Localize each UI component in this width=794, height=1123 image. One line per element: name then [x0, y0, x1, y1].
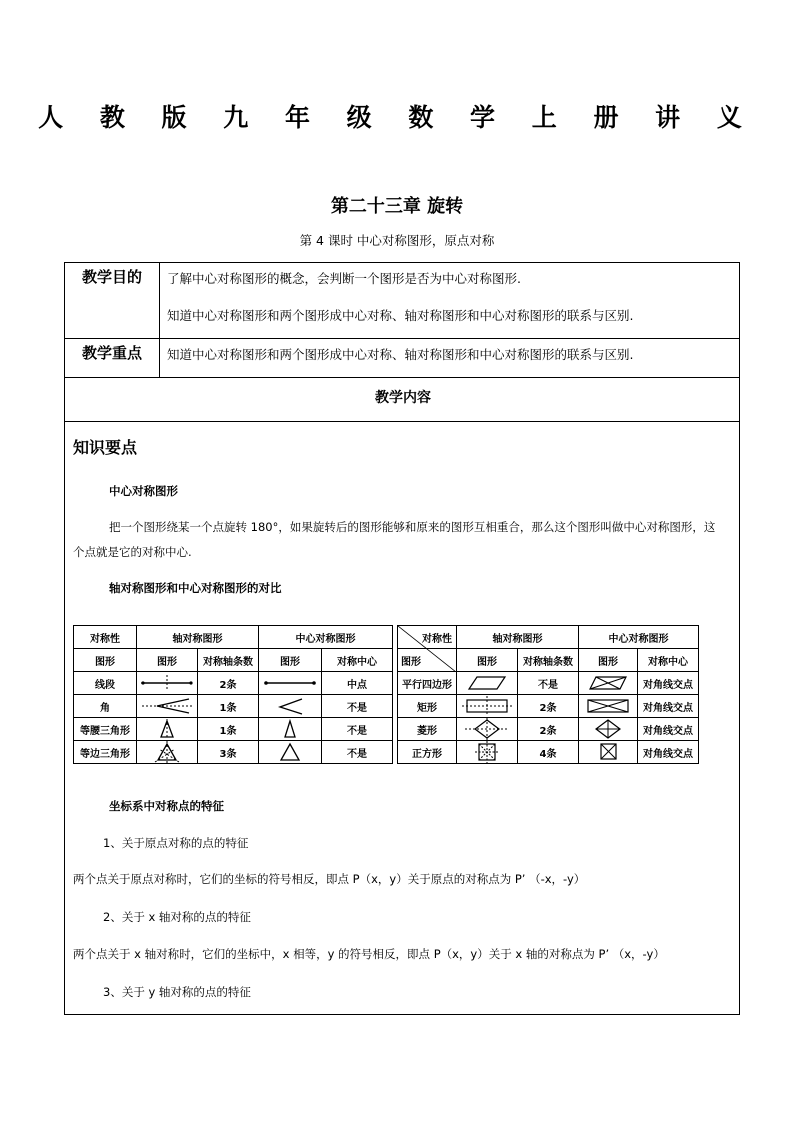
focus-label: 教学重点 [81, 344, 142, 362]
divider [159, 263, 160, 377]
axis-count: 2条 [518, 718, 579, 741]
rhombus-center-icon [579, 718, 638, 741]
chapter-title: 第二十三章 旋转 [330, 196, 464, 217]
equilateral-center-icon [259, 741, 322, 764]
header-cell: 对称中心 [638, 649, 699, 672]
comparison-table-left [73, 625, 393, 764]
objectives-label: 教学目的 [81, 268, 142, 286]
axis-count: 1条 [198, 695, 259, 718]
isosceles-axis-icon [137, 718, 198, 741]
lesson-table [64, 262, 740, 1015]
origin-title: 1、关于原点对称的点的特征 [103, 836, 249, 850]
axis-count: 2条 [518, 695, 579, 718]
angle-center-icon [259, 695, 322, 718]
header-cell [398, 626, 457, 649]
definition-text: 把一个图形绕某一个点旋转 180°，如果旋转后的图形能够和原来的图形互相重合，那么这个图形叫做中心对称图形，这 [109, 520, 716, 534]
document-title: 人 教 版 九 年 级 数 学 上 册 讲 义 [38, 103, 756, 132]
divider [65, 421, 739, 422]
x-axis-title: 2、关于 x 轴对称的点的特征 [103, 910, 251, 924]
shape-name: 线段 [74, 672, 137, 695]
equilateral-axis-icon [137, 741, 198, 764]
shape-name: 矩形 [398, 695, 457, 718]
header-cell: 图形 [457, 649, 518, 672]
center-point: 对角线交点 [638, 718, 699, 741]
axis-count: 3条 [198, 741, 259, 764]
header-text: 对称性 [422, 633, 452, 645]
axis-count: 2条 [198, 672, 259, 695]
center-point: 中点 [322, 672, 393, 695]
shape-name: 等边三角形 [74, 741, 137, 764]
header-cell: 对称性 [74, 626, 137, 649]
objective-item: 了解中心对称图形的概念，会判断一个图形是否为中心对称图形. [167, 271, 521, 286]
segment-axis-icon [137, 672, 198, 695]
divider [65, 377, 739, 378]
x-axis-text: 两个点关于 x 轴对称时，它们的坐标中，x 相等，y 的符号相反，即点 P（x，y）关于 x 轴的对称点为 P’ （x，-y） [73, 947, 665, 961]
y-axis-title: 3、关于 y 轴对称的点的特征 [103, 985, 251, 999]
square-center-icon [579, 741, 638, 764]
comparison-table-right [397, 625, 699, 764]
lesson-title: 第 4 课时 中心对称图形，原点对称 [299, 233, 495, 248]
shape-name: 菱形 [398, 718, 457, 741]
coord-heading: 坐标系中对称点的特征 [109, 799, 224, 813]
header-cell: 图形 [137, 649, 198, 672]
angle-axis-icon [137, 695, 198, 718]
central-symmetry-heading: 中心对称图形 [109, 484, 178, 498]
axis-count: 不是 [518, 672, 579, 695]
header-cell: 图形 [74, 649, 137, 672]
header-cell: 对称轴条数 [518, 649, 579, 672]
shape-name: 平行四边形 [398, 672, 457, 695]
center-point: 不是 [322, 741, 393, 764]
axis-count: 4条 [518, 741, 579, 764]
axis-count: 1条 [198, 718, 259, 741]
divider [65, 338, 739, 339]
definition-text: 个点就是它的对称中心. [73, 545, 192, 559]
center-point: 对角线交点 [638, 672, 699, 695]
section-title: 知识要点 [73, 438, 138, 457]
shape-name: 正方形 [398, 741, 457, 764]
header-cell: 轴对称图形 [457, 626, 579, 649]
origin-text: 两个点关于原点对称时，它们的坐标的符号相反，即点 P（x，y）关于原点的对称点为 P’ （-x，-y） [73, 872, 586, 886]
header-cell: 中心对称图形 [579, 626, 699, 649]
rectangle-center-icon [579, 695, 638, 718]
rectangle-axis-icon [457, 695, 518, 718]
header-cell: 图形 [259, 649, 322, 672]
content-header: 教学内容 [375, 390, 431, 406]
focus-text: 知道中心对称图形和两个图形成中心对称、轴对称图形和中心对称图形的联系与区别. [167, 347, 634, 362]
header-cell: 对称中心 [322, 649, 393, 672]
parallelogram-center-icon [579, 672, 638, 695]
center-point: 不是 [322, 695, 393, 718]
parallelogram-axis-icon [457, 672, 518, 695]
header-cell: 中心对称图形 [259, 626, 393, 649]
center-point: 对角线交点 [638, 695, 699, 718]
isosceles-center-icon [259, 718, 322, 741]
center-point: 不是 [322, 718, 393, 741]
rhombus-axis-icon [457, 718, 518, 741]
shape-name: 角 [74, 695, 137, 718]
center-point: 对角线交点 [638, 741, 699, 764]
segment-center-icon [259, 672, 322, 695]
header-cell: 轴对称图形 [137, 626, 259, 649]
comparison-heading: 轴对称图形和中心对称图形的对比 [109, 581, 282, 595]
header-cell: 对称轴条数 [198, 649, 259, 672]
square-axis-icon [457, 741, 518, 764]
header-cell: 图形 [398, 649, 457, 672]
shape-name: 等腰三角形 [74, 718, 137, 741]
objective-item: 知道中心对称图形和两个图形成中心对称、轴对称图形和中心对称图形的联系与区别. [167, 308, 634, 323]
header-cell: 图形 [579, 649, 638, 672]
